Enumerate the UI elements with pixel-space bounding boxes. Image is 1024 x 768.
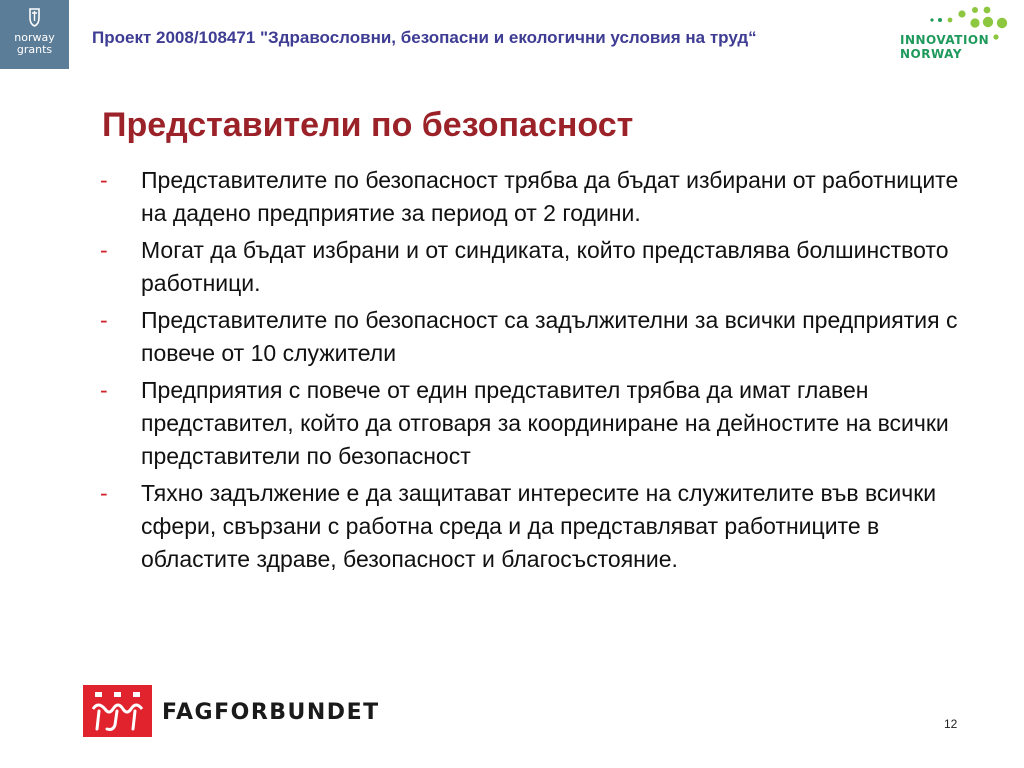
innovation-norway-logo [896,6,1021,68]
people-figures-icon [83,685,152,737]
lion-crest-icon [0,6,69,28]
bullet-dash: - [100,167,108,193]
norway-grants-line1: norway [14,31,55,44]
innovation-line1: INNOVATION [900,33,990,47]
project-title: Проект 2008/108471 "Здравословни, безопасни и екологични условия на труд“ [92,28,757,47]
bullet-text: Могат да бъдат избрани и от синдиката, който представлява болшинството работници. [141,237,949,296]
bullet-item [100,304,980,370]
bullet-list [100,164,980,580]
innovation-norway-text [900,33,989,61]
bullet-dash: - [100,480,108,506]
bullet-dash: - [100,377,108,403]
bullet-item [100,164,980,230]
bullet-item [100,234,980,300]
norway-grants-logo [0,0,69,69]
bullet-text: Представителите по безопасност са задължителни за всички предприятия с повече от 10 служители [141,307,958,366]
norway-grants-line2: grants [16,43,53,56]
bullet-dash: - [100,307,108,333]
fagforbundet-logo [83,685,383,737]
bullet-text: Представителите по безопасност трябва да бъдат избирани от работниците на дадено предприятие за период от 2 години. [141,167,959,226]
fagforbundet-text: FAGFORBUNDET [162,700,380,725]
bullet-item [100,374,980,473]
bullet-text: Тяхно задължение е да защитават интересите на служителите във всички сфери, свързани с работна среда и да представляват работниците в областите здраве, безопасност и благосъстояние. [141,480,937,572]
bullet-dash: - [100,237,108,263]
norway-grants-text [0,32,69,56]
innovation-line2: NORWAY [900,47,963,61]
slide-title: Представители по безопасност [102,106,634,144]
bullet-item [100,477,980,576]
bullet-text: Предприятия с повече от един представител трябва да имат главен представител, който да отговаря за координиране на дейностите на всички представители по безопасност [141,377,949,469]
page-number: 12 [944,717,958,731]
